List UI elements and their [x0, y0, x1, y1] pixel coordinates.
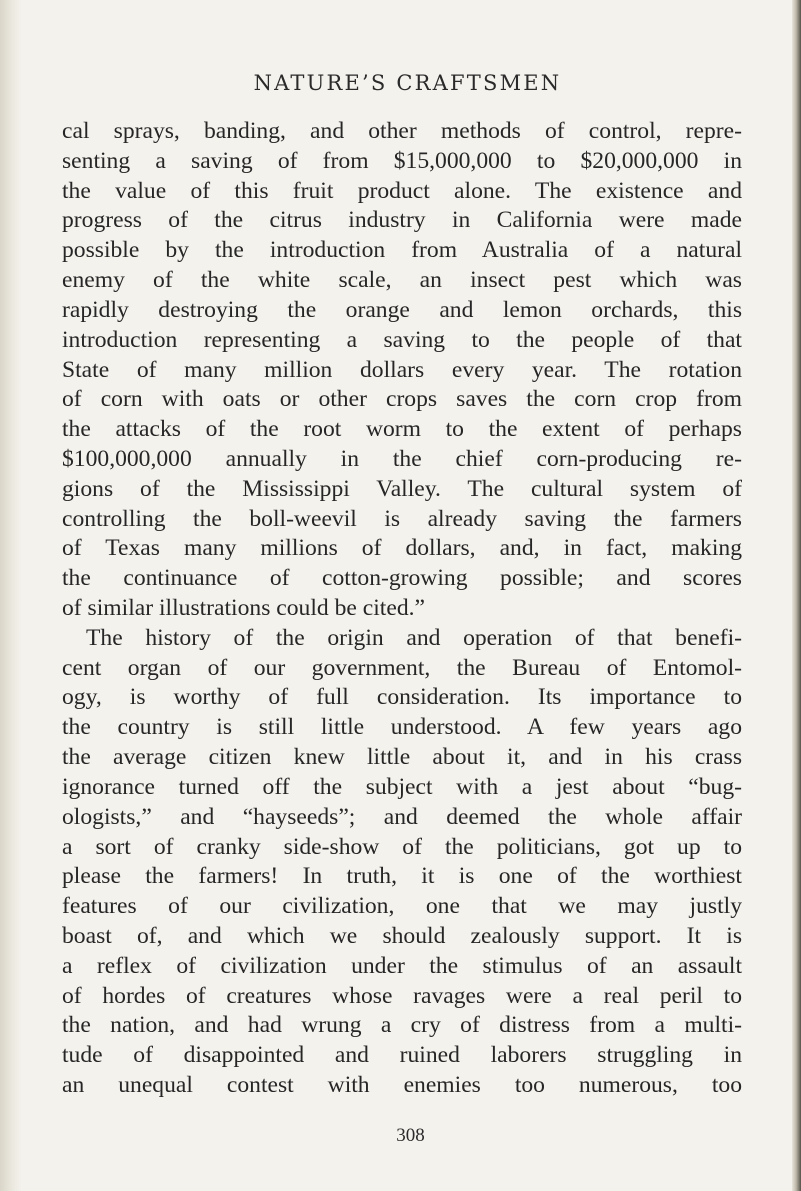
text-line: enemy of the white scale, an insect pest which was — [62, 267, 742, 294]
text-line: $100,000,000 annually in the chief corn-producing re- — [62, 445, 742, 472]
text-line: cent organ of our government, the Bureau of Entomol- — [62, 654, 742, 681]
text-line: the value of this fruit product alone. The existence and — [62, 177, 742, 204]
text-line: of Texas many millions of dollars, and, in fact, making — [62, 535, 742, 562]
text-line: gions of the Mississippi Valley. The cultural system of — [62, 475, 742, 502]
text-line: ologists,” and “hayseeds”; and deemed the whole affair — [62, 803, 742, 830]
text-line: introduction representing a saving to the people of that — [62, 326, 742, 353]
text-line: please the farmers! In truth, it is one of the worthiest — [62, 863, 742, 890]
text-line: a reflex of civilization under the stimulus of an assault — [62, 952, 742, 979]
text-line: State of many million dollars every year. The rotation — [62, 356, 742, 383]
text-line: features of our civilization, one that we may justly — [62, 893, 742, 920]
page-number: 308 — [396, 1125, 425, 1146]
text-line: an unequal contest with enemies too numerous, too — [62, 1072, 742, 1098]
text-line: a sort of cranky side-show of the politicians, got up to — [62, 833, 742, 860]
text-line: progress of the citrus industry in California were made — [62, 207, 742, 234]
body-text — [62, 117, 742, 1101]
binding-shadow-left — [0, 0, 22, 1191]
text-line: the average citizen knew little about it, and in his crass — [62, 744, 742, 771]
text-line: cal sprays, banding, and other methods of control, repre- — [62, 118, 742, 144]
paragraph-start-line: The history of the origin and operation of that benefi- — [86, 624, 742, 651]
running-head: NATURE’S CRAFTSMEN — [253, 71, 562, 95]
text-line: the nation, and had wrung a cry of distress from a multi- — [62, 1012, 742, 1039]
text-line: rapidly destroying the orange and lemon orchards, this — [62, 296, 742, 323]
text-line: of corn with oats or other crops saves the corn crop from — [62, 386, 742, 413]
text-line: ogy, is worthy of full consideration. Its importance to — [62, 684, 742, 711]
paragraph-end-line: of similar illustrations could be cited.” — [62, 595, 425, 621]
text-line: the attacks of the root worm to the extent of perhaps — [62, 416, 742, 443]
text-line: of hordes of creatures whose ravages were a real peril to — [62, 982, 742, 1009]
text-line: ignorance turned off the subject with a jest about “bug- — [62, 773, 742, 800]
text-line: the continuance of cotton-growing possible; and scores — [62, 565, 742, 592]
text-line: the country is still little understood. A few years ago — [62, 714, 742, 741]
page-edge-right — [792, 0, 801, 1191]
text-line: senting a saving of from $15,000,000 to $20,000,000 in — [62, 147, 742, 174]
text-line: boast of, and which we should zealously support. It is — [62, 922, 742, 949]
text-line: tude of disappointed and ruined laborers struggling in — [62, 1042, 742, 1069]
text-line: possible by the introduction from Australia of a natural — [62, 237, 742, 264]
text-line: controlling the boll-weevil is already saving the farmers — [62, 505, 742, 532]
